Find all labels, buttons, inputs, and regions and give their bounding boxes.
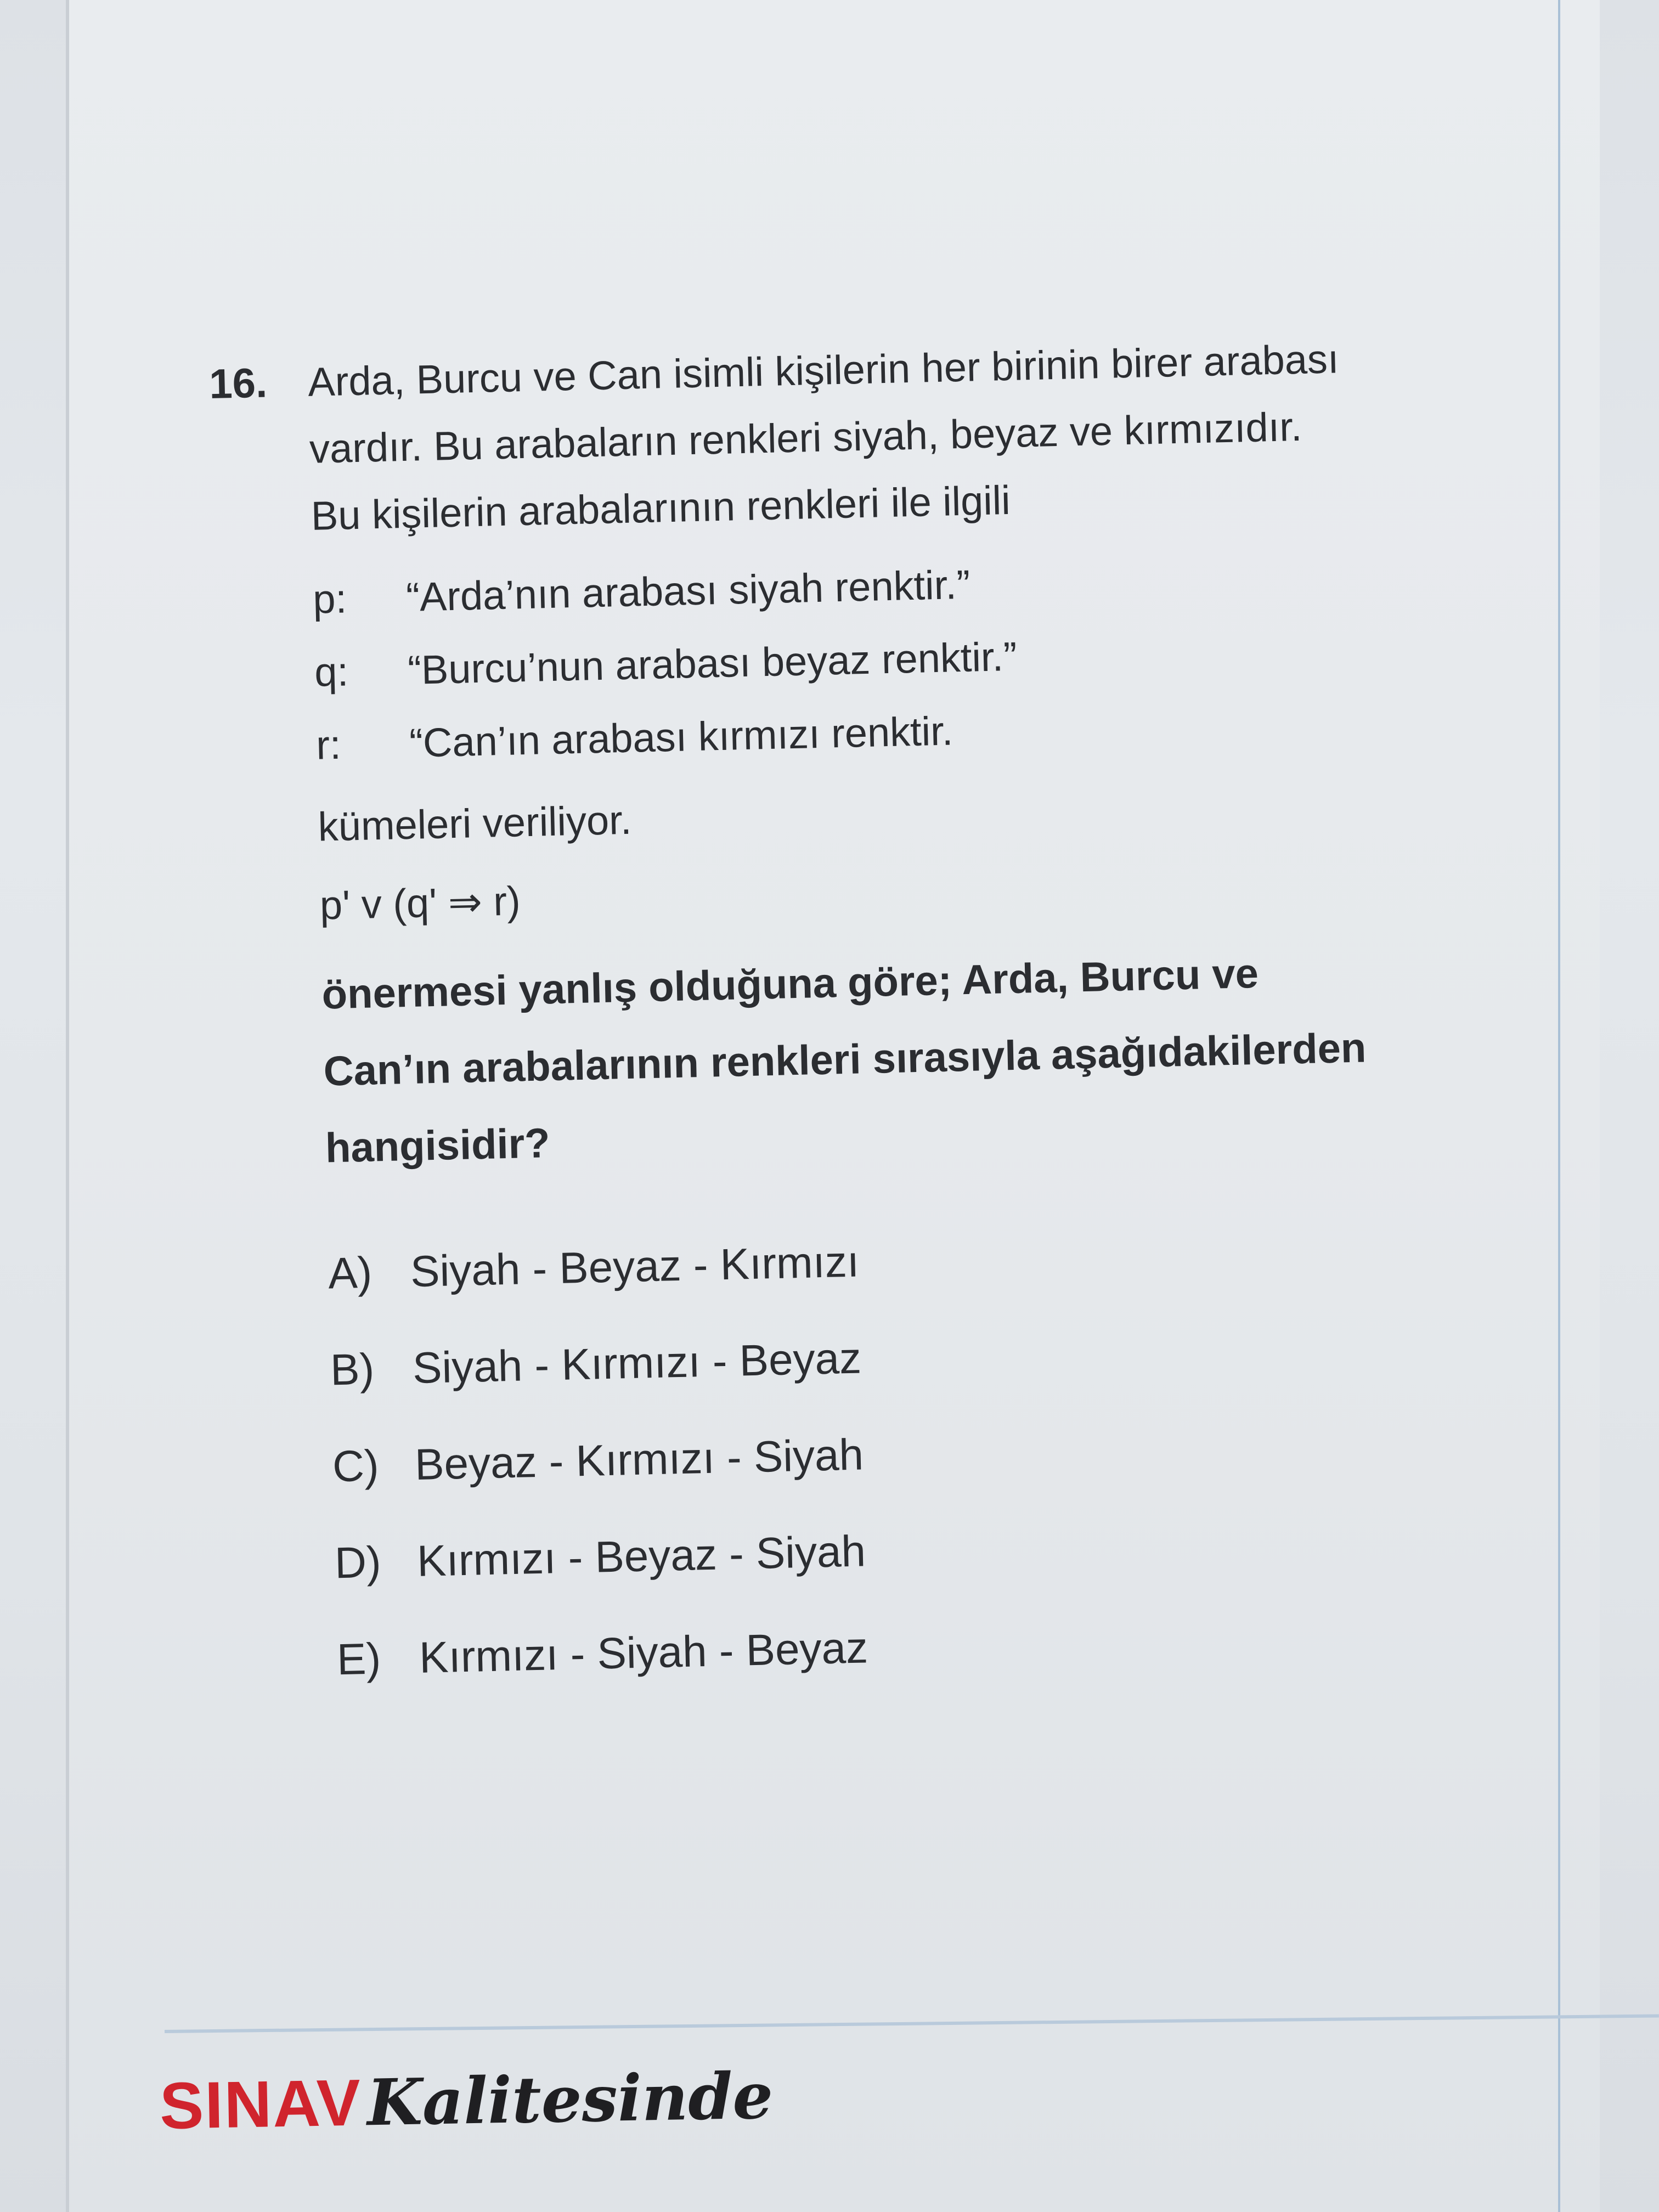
question-prompt-line: önermesi yanlış olduğuna göre; Arda, Burcu ve	[321, 950, 1259, 1018]
question-prompt-line: hangisidir?	[325, 1120, 551, 1172]
logic-formula: p' v (q' ⇒ r)	[319, 878, 521, 928]
logo-kalitesinde-text: Kalitesinde	[366, 2058, 774, 2141]
option-letter: C)	[332, 1441, 380, 1491]
proposition-label: p:	[312, 575, 347, 622]
proposition-text: “Can’ın arabası kırmızı renktir.	[409, 708, 954, 766]
sets-text: kümeleri veriliyor.	[317, 797, 633, 850]
proposition-q	[314, 621, 1532, 695]
question-stem-line-2: vardır. Bu arabaların renkleri siyah, beyaz ve kırmızıdır.	[309, 403, 1303, 472]
question-stem-line-1: Arda, Burcu ve Can isimli kişilerin her birinin birer arabası	[307, 336, 1340, 405]
question-prompt-line: Can’ın arabalarının renkleri sırasıyla aşağıdakilerden	[323, 1024, 1367, 1095]
proposition-label: q:	[314, 648, 349, 695]
option-letter: D)	[334, 1537, 382, 1588]
option-text: Kırmızı - Beyaz - Siyah	[416, 1526, 866, 1585]
option-text: Beyaz - Kırmızı - Siyah	[414, 1430, 864, 1489]
proposition-label: r:	[315, 721, 342, 768]
question-stem-line-3: Bu kişilerin arabalarının renkleri ile ilgili	[310, 477, 1011, 539]
question-prompt	[321, 929, 1533, 1187]
option-text: Siyah - Kırmızı - Beyaz	[412, 1333, 862, 1393]
option-text: Siyah - Beyaz - Kırmızı	[410, 1237, 860, 1296]
proposition-r	[315, 694, 1534, 768]
option-letter: A)	[328, 1248, 373, 1298]
logo-sinav-text: SINAV	[159, 2066, 363, 2143]
option-letter: E)	[336, 1634, 382, 1684]
question-number: 16.	[208, 359, 268, 408]
proposition-text: “Burcu’nun arabası beyaz renktir.”	[407, 633, 1018, 693]
option-letter: B)	[330, 1344, 375, 1395]
option-text: Kırmızı - Siyah - Beyaz	[419, 1623, 868, 1682]
answer-options	[327, 1198, 1555, 1708]
question-16	[208, 321, 1556, 1711]
proposition-p	[312, 548, 1531, 622]
publisher-logo	[159, 2057, 774, 2143]
page-margin-line	[1558, 0, 1560, 2212]
proposition-text: “Arda’nın arabası siyah renktir.”	[405, 561, 971, 620]
